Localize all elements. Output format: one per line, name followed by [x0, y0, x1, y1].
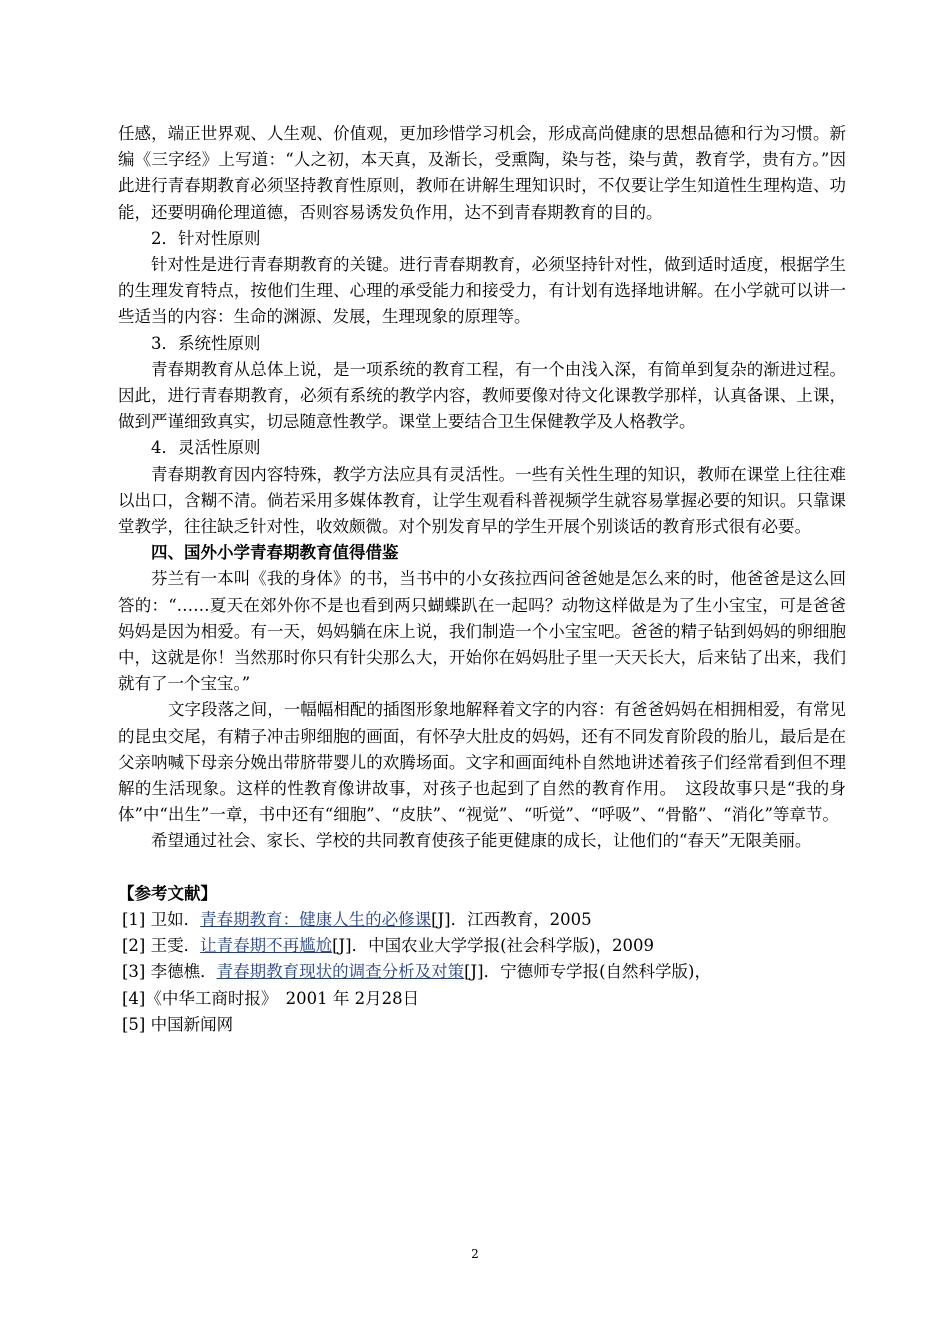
paragraph-education-principle: 任感，端正世界观、人生观、价值观，更加珍惜学习机会，形成高尚健康的思想品德和行为习惯。新编《三字经》上写道：“人之初，本天真，及渐长，受熏陶，染与苍，染与黄，教育学，贵有方。”因此进行青春期教育必须坚持教育性原则，教师在讲解生理知识时，不仅要让学生知道性生理构造、功能，还要明确伦理道德，否则容易诱发负作用，达不到青春期教育的目的。	[118, 124, 846, 222]
reference-suffix: [J]．中国农业大学学报(社会科学版)，2009	[332, 936, 654, 956]
document-body	[118, 121, 846, 1038]
reference-link[interactable]: 青春期教育现状的调查分析及对策	[216, 962, 465, 982]
references-title: 【参考文献】	[118, 883, 217, 903]
paragraph-flexible-principle: 青春期教育因内容特殊，教学方法应具有灵活性。一些有关性生理的知识，教师在课堂上往往难以出口，含糊不清。倘若采用多媒体教育，让学生观看科普视频学生就容易掌握必要的知识。只靠课堂教学，往往缺乏针对性，收效颇微。对个别发育早的学生开展个别谈话的教育形式很有必要。	[118, 464, 846, 537]
reference-item	[118, 986, 846, 1012]
reference-link[interactable]: 青春期教育：健康人生的必修课	[200, 909, 432, 929]
reference-text: [5] 中国新闻网	[122, 1014, 234, 1034]
reference-link[interactable]: 让青春期不再尴尬	[200, 936, 333, 956]
reference-prefix: [1] 卫如．	[122, 909, 201, 929]
subheading-systematic-principle: 3．系统性原则	[151, 333, 261, 353]
reference-item	[118, 1012, 846, 1038]
reference-suffix: [J]．宁德师专学报(自然科学版)，	[464, 962, 711, 982]
reference-item	[118, 959, 846, 985]
paragraph-conclusion: 希望通过社会、家长、学校的共同教育使孩子能更健康的成长，让他们的“春天”无限美丽。	[151, 831, 812, 851]
paragraph-systematic-principle: 青春期教育从总体上说，是一项系统的教育工程，有一个由浅入深，有简单到复杂的渐进过程。因此，进行青春期教育，必须有系统的教学内容，教师要像对待文化课教学那样，认真备课、上课，做到严谨细致真实，切忌随意性教学。课堂上要结合卫生保健教学及人格教学。	[118, 359, 846, 432]
paragraph-targeted-principle: 针对性是进行青春期教育的关键。进行青春期教育，必须坚持针对性，做到适时适度，根据学生的生理发育特点，按他们生理、心理的承受能力和接受力，有计划有选择地讲解。在小学就可以讲一些适当的内容：生命的渊源、发展，生理现象的原理等。	[118, 255, 846, 327]
page-number: 2	[471, 1247, 479, 1261]
paragraph-illustrations: 文字段落之间，一幅幅相配的插图形象地解释着文字的内容：有爸爸妈妈在相拥相爱，有常见的昆虫交尾，有精子冲击卵细胞的画面，有怀孕大肚皮的妈妈，还有不同发育阶段的胎儿，最后是在父亲呐喊下母亲分娩出带脐带婴儿的欢腾场面。文字和画面纯朴自然地讲述着孩子们经常看到但不理解的生活现象。这样的性教育像讲故事，对孩子也起到了自然的教育作用。 这段故事只是“我的身体”中“出生”一章，书中还有“细胞”、“皮肤”、“视觉”、“听觉”、“呼吸”、“骨骼”、“消化”等章节。	[118, 700, 846, 825]
reference-prefix: [3] 李德樵．	[122, 962, 217, 982]
reference-item	[118, 933, 846, 959]
reference-suffix: [J]．江西教育，2005	[431, 909, 592, 929]
subheading-flexible-principle: 4．灵活性原则	[151, 438, 261, 458]
reference-prefix: [2] 王雯．	[122, 936, 201, 956]
reference-text: [4]《中华工商时报》 2001 年 2月28日	[122, 988, 420, 1008]
reference-item	[118, 907, 846, 933]
section-heading-foreign-experience: 四、国外小学青春期教育值得借鉴	[151, 543, 399, 563]
subheading-targeted-principle: 2．针对性原则	[151, 228, 261, 248]
paragraph-finland-book: 芬兰有一本叫《我的身体》的书，当书中的小女孩拉西问爸爸她是怎么来的时，他爸爸是这么回答的：“……夏天在郊外你不是也看到两只蝴蝶趴在一起吗？动物这样做是为了生小宝宝，可是爸爸妈妈是因为相爱。有一天，妈妈躺在床上说，我们制造一个小宝宝吧。爸爸的精子钻到妈妈的卵细胞中，这就是你！当然那时你只有针尖那么大，开始你在妈妈肚子里一天天长大，后来钻了出来，我们就有了一个宝宝。”	[118, 569, 846, 694]
